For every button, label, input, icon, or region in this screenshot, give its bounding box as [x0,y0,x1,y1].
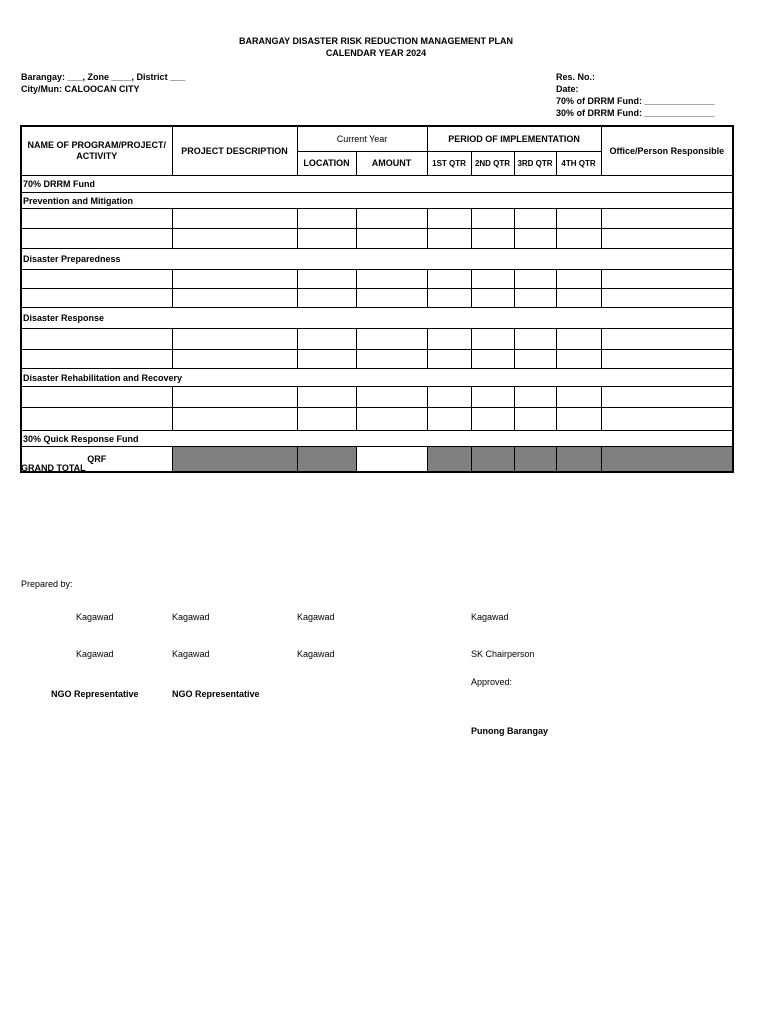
fund70-row [21,176,733,193]
col-q2-header: 2ND QTR [471,152,514,176]
qrf-shaded-cell [601,447,733,472]
signatory-kagawad: Kagawad [172,612,210,622]
signatory-kagawad: Kagawad [76,649,114,659]
grand-total-label: GRAND TOTAL [21,463,86,473]
page-subtitle: CALENDAR YEAR 2024 [325,48,427,58]
fund30-line: 30% of DRRM Fund: ______________ [556,108,715,118]
section-label-response: Disaster Response [21,308,733,329]
signatory-kagawad: Kagawad [297,649,335,659]
signatory-kagawad: Kagawad [172,649,210,659]
col-q4-header: 4TH QTR [556,152,601,176]
qrf-shaded-cell [471,447,514,472]
qrf-row [21,447,733,472]
table-row [21,289,733,308]
section-label-prevention: Prevention and Mitigation [21,193,733,209]
page-title: BARANGAY DISASTER RISK REDUCTION MANAGEMENT PLAN [238,36,514,46]
col-office-header: Office/Person Responsible [601,126,733,176]
signatory-kagawad: Kagawad [297,612,335,622]
col-q3-header: 3RD QTR [514,152,556,176]
fund70-label: 70% DRRM Fund [21,176,733,193]
section-row [21,249,733,270]
col-amount-header: AMOUNT [356,152,427,176]
qrf-shaded-cell [514,447,556,472]
date-label: Date: [556,84,579,94]
table-row [21,229,733,249]
fund30-label: 30% Quick Response Fund [21,431,733,447]
res-no-label: Res. No.: [556,72,596,82]
section-row [21,193,733,209]
qrf-shaded-cell [556,447,601,472]
col-program-header: NAME OF PROGRAM/PROJECT/ ACTIVITY [21,126,172,176]
barangay-line: Barangay: ___, Zone ____, District ___ [21,72,186,82]
col-period-header: PERIOD OF IMPLEMENTATION [427,126,601,152]
header-row-1 [21,126,733,152]
table-row [21,329,733,350]
qrf-shaded-cell [172,447,297,472]
table-row [21,270,733,289]
qrf-label: QRF [21,447,172,472]
signatory-kagawad: Kagawad [76,612,114,622]
section-label-rehabilitation: Disaster Rehabilitation and Recovery [21,369,733,387]
table-row [21,408,733,431]
approved-label: Approved: [471,677,513,687]
col-location-header: LOCATION [297,152,356,176]
city-line: City/Mun: CALOOCAN CITY [21,84,140,94]
fund70-line: 70% of DRRM Fund: ______________ [556,96,715,106]
qrf-shaded-cell [427,447,471,472]
signatory-ngo-representative: NGO Representative [51,689,139,699]
col-q1-header: 1ST QTR [427,152,471,176]
table-row [21,350,733,369]
signatory-sk-chairperson: SK Chairperson [471,649,535,659]
qrf-amount-cell[interactable] [356,447,427,472]
col-current-year-header: Current Year [297,126,427,152]
signatory-ngo-representative: NGO Representative [172,689,260,699]
section-row [21,308,733,329]
section-label-preparedness: Disaster Preparedness [21,249,733,270]
prepared-by-label: Prepared by: [21,579,73,589]
table-row [21,387,733,408]
table-row [21,209,733,229]
drrm-plan-table [20,125,734,473]
section-row [21,369,733,387]
signatory-punong-barangay: Punong Barangay [471,726,549,736]
fund30-row [21,431,733,447]
signatory-kagawad: Kagawad [471,612,509,622]
col-description-header: PROJECT DESCRIPTION [172,126,297,176]
qrf-shaded-cell [297,447,356,472]
